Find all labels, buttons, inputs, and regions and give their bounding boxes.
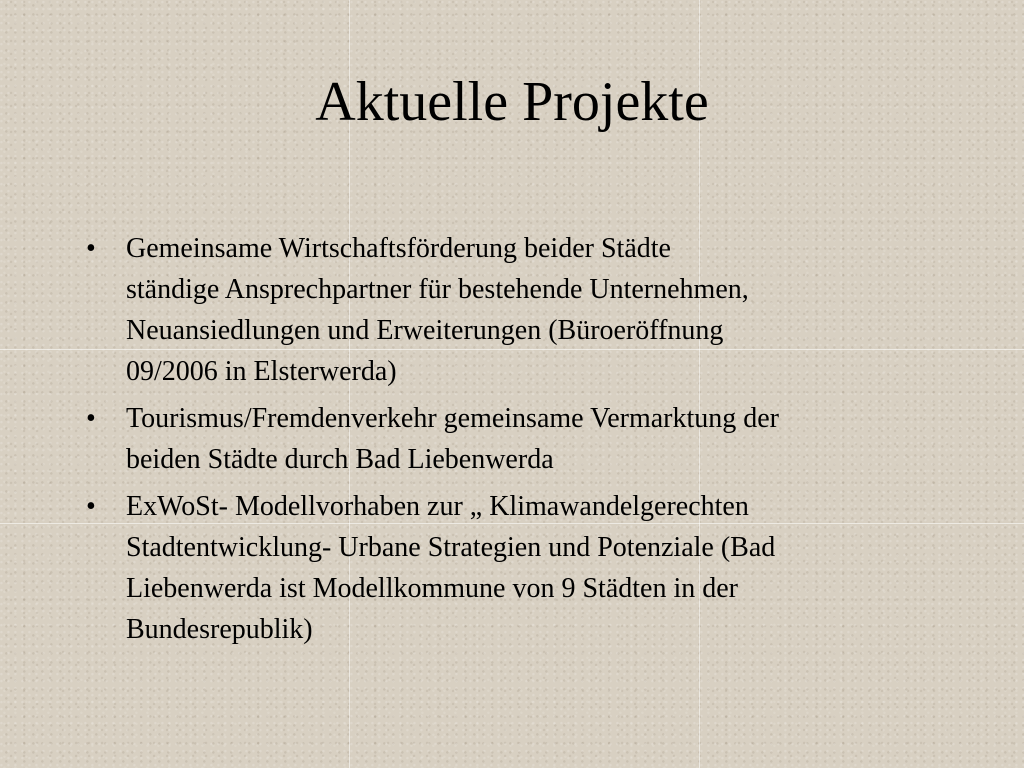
bullet-item-wirtschaftsfoerderung <box>86 228 946 392</box>
bullet-text-line: Liebenwerda ist Modellkommune von 9 Städten in der <box>126 573 738 604</box>
bullet-text-line: Tourismus/Fremdenverkehr gemeinsame Vermarktung der <box>126 403 780 434</box>
bullet-list <box>86 228 946 656</box>
slide-title: Aktuelle Projekte <box>315 71 709 133</box>
bullet-text-line: Bundesrepublik) <box>126 614 313 645</box>
bullet-icon: • <box>86 403 96 434</box>
bullet-item-exwost <box>86 486 946 650</box>
bullet-text-line: ExWoSt- Modellvorhaben zur „ Klimawandelgerechten <box>126 491 749 522</box>
bullet-text-line: Stadtentwicklung- Urbane Strategien und Potenziale (Bad <box>126 532 776 563</box>
bullet-text-line: beiden Städte durch Bad Liebenwerda <box>126 444 554 475</box>
bullet-item-tourismus <box>86 398 946 480</box>
bullet-text-line: ständige Ansprechpartner für bestehende Unternehmen, <box>126 274 749 305</box>
bullet-text-line: 09/2006 in Elsterwerda) <box>126 356 397 387</box>
bullet-icon: • <box>86 233 96 264</box>
bullet-text-line: Gemeinsame Wirtschaftsförderung beider Städte <box>126 233 671 264</box>
bullet-icon: • <box>86 491 96 522</box>
bullet-text-line: Neuansiedlungen und Erweiterungen (Büroeröffnung <box>126 315 724 346</box>
